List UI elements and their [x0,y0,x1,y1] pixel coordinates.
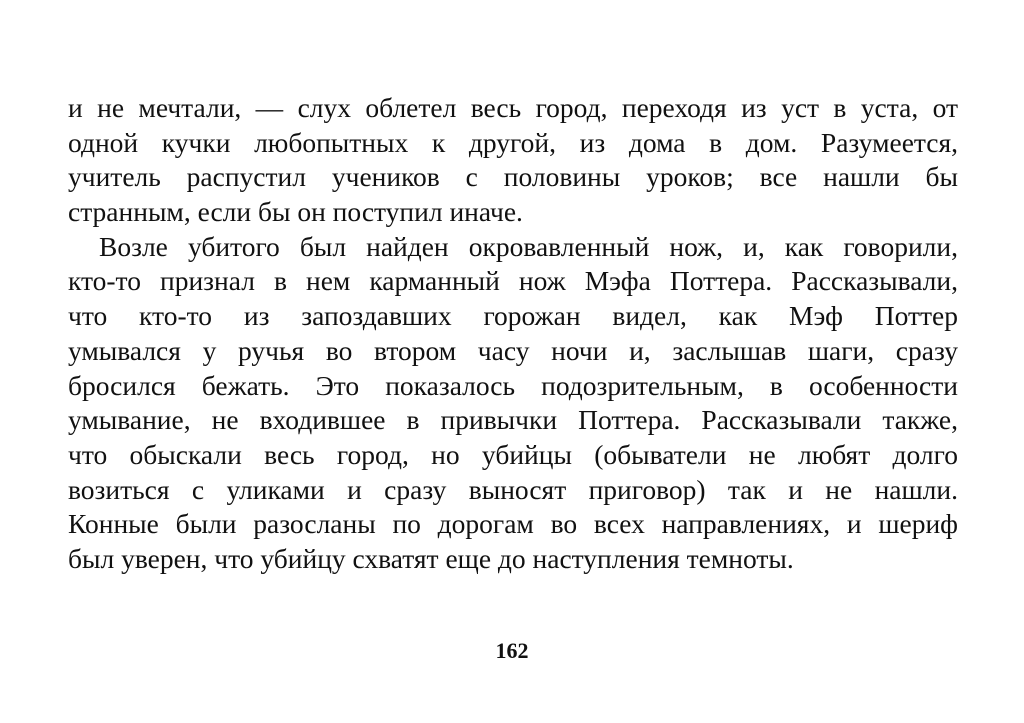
text-line: умывание, не входившее в привычки Поттера. Рассказывали также, [68,404,958,436]
text-line: кто-то признал в нем карманный нож Мэфа Поттера. Рассказывали, [68,265,958,297]
text-line: и не мечтали, — слух облетел весь город, переходя из уст в уста, от [68,92,958,123]
paragraph-1 [68,91,958,230]
text-line: был уверен, что убийцу схватят еще до наступления темноты. [68,542,794,574]
text-line: Возле убитого был найден окровавленный нож, и, как говорили, [99,230,958,262]
text-line: возиться с уликами и сразу выносят приговор) так и не нашли. [68,473,958,505]
text-line: что кто-то из запоздавших горожан видел, как Мэф Поттер [68,300,958,332]
text-line: учитель распустил учеников с половины уроков; все нашли бы [68,161,958,193]
text-line: одной кучки любопытных к другой, из дома в дом. Разумеется, [68,126,958,158]
text-line: бросился бежать. Это показалось подозрительным, в особенности [68,369,958,401]
page-number: 162 [495,638,529,663]
text-line: что обыскали весь город, но убийцы (обыватели не любят долго [68,438,958,470]
paragraph-2 [68,230,958,577]
text-line: умывался у ручья во втором часу ночи и, заслышав шаги, сразу [68,334,958,366]
text-line: странным, если бы он поступил иначе. [68,196,523,228]
page-text [68,91,958,577]
text-line: Конные были разосланы по дорогам во всех направлениях, и шериф [68,508,958,540]
